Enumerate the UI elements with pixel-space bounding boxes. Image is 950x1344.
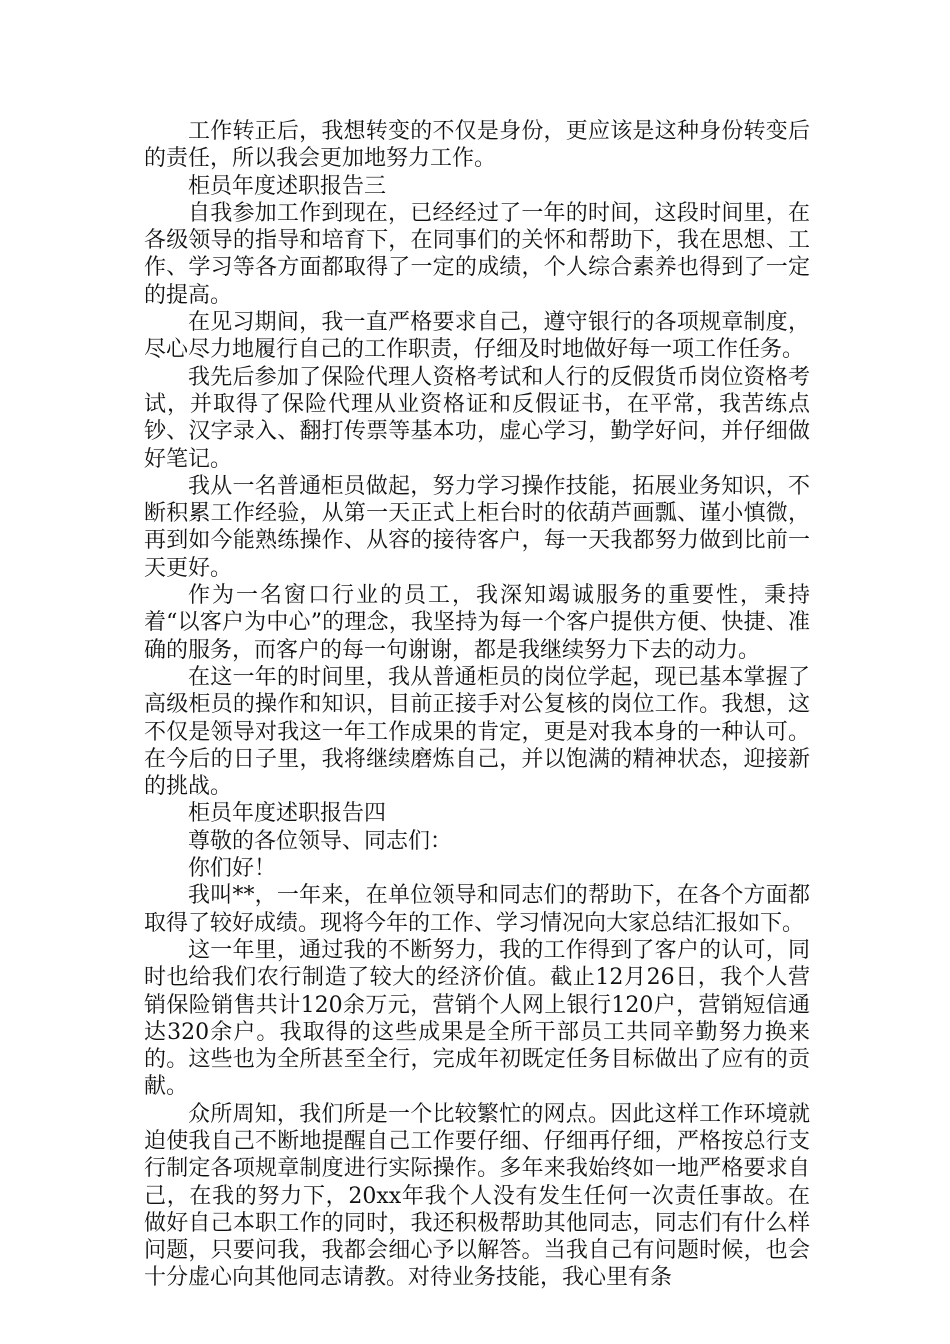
paragraph: 在见习期间，我一直严格要求自己，遵守银行的各项规章制度，尽心尽力地履行自己的工作职责，仔细及时地做好每一项工作任务。 (144, 310, 810, 363)
section-heading: 柜员年度述职报告四 (188, 801, 387, 827)
paragraph: 工作转正后，我想转变的不仅是身份，更应该是这种身份转变后的责任，所以我会更加地努力工作。 (144, 119, 810, 172)
greeting: 你们好！ (188, 856, 277, 882)
salutation: 尊敬的各位领导、同志们： (188, 828, 453, 854)
paragraph: 在这一年的时间里，我从普通柜员的岗位学起，现已基本掌握了高级柜员的操作和知识，目前正接手对公复核的岗位工作。我想，这不仅是领导对我这一年工作成果的肯定，更是对我本身的一种认可。在今后的日子里，我将继续磨炼自己，并以饱满的精神状态，迎接新的挑战。 (144, 664, 810, 800)
paragraph: 我先后参加了保险代理人资格考试和人行的反假货币岗位资格考试，并取得了保险代理从业资格证和反假证书，在平常，我苦练点钞、汉字录入、翻打传票等基本功，虚心学习，勤学好问，并仔细做好笔记。 (144, 364, 810, 472)
paragraph: 我叫**，一年来，在单位领导和同志们的帮助下，在各个方面都取得了较好成绩。现将今年的工作、学习情况向大家总结汇报如下。 (144, 883, 810, 936)
document-body (144, 118, 810, 1292)
paragraph: 我从一名普通柜员做起，努力学习操作技能，拓展业务知识，不断积累工作经验，从第一天正式上柜台时的依葫芦画瓢、谨小慎微，再到如今能熟练操作、从容的接待客户，每一天我都努力做到比前一天更好。 (144, 473, 810, 581)
paragraph: 这一年里，通过我的不断努力，我的工作得到了客户的认可，同时也给我们农行制造了较大的经济价值。截止12月26日，我个人营销保险销售共计120余万元，营销个人网上银行120户，营销短信通达320余户。我取得的这些成果是全所干部员工共同辛勤努力换来的。这些也为全所甚至全行，完成年初既定任务目标做出了应有的贡献。 (144, 937, 810, 1100)
paragraph: 自我参加工作到现在，已经经过了一年的时间，这段时间里，在各级领导的指导和培育下，在同事们的关怀和帮助下，我在思想、工作、学习等各方面都取得了一定的成绩，个人综合素养也得到了一定的提高。 (144, 200, 810, 308)
paragraph: 作为一名窗口行业的员工，我深知竭诚服务的重要性，秉持着“以客户为中心”的理念，我坚持为每一个客户提供方便、快捷、准确的服务，而客户的每一句谢谢，都是我继续努力下去的动力。 (144, 583, 810, 663)
paragraph: 众所周知，我们所是一个比较繁忙的网点。因此这样工作环境就迫使我自己不断地提醒自己工作要仔细、仔细再仔细，严格按总行支行制定各项规章制度进行实际操作。多年来我始终如一地严格要求自己，在我的努力下，20xx年我个人没有发生任何一次责任事故。在做好自己本职工作的同时，我还积极帮助其他同志，同志们有什么样问题，只要问我，我都会细心予以解答。当我自己有问题时候，也会十分虚心向其他同志请教。对待业务技能，我心里有条 (144, 1101, 810, 1291)
section-heading: 柜员年度述职报告三 (188, 173, 387, 199)
